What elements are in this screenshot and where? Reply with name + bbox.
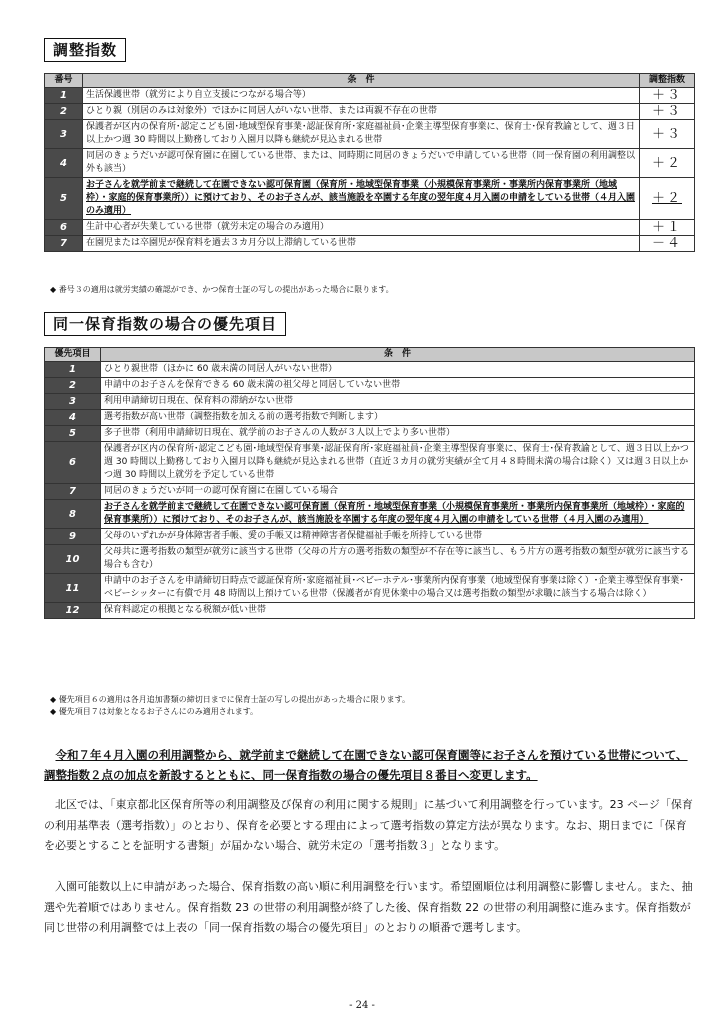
- adjust-section-title: 調整指数: [44, 38, 126, 62]
- row-condition: お子さんを就学前まで継続して在園できない認可保育園（保育所・地域型保育事業（小規模保育事業所・事業所内保育事業所（地域枠）・家庭的保育事業所））に預けており、そのお子さんが、該当施設を卒園する年度の翌年度４月入園の申請をしている世帯（４月入園のみ適用）: [101, 500, 695, 529]
- row-condition: お子さんを就学前まで継続して在園できない認可保育園（保育所・地域型保育事業（小規模保育事業所・事業所内保育事業所（地域枠）・家庭的保育事業所））に預けており、そのお子さんが、該当施設を卒園する年度の翌年度４月入園の申請をしている世帯（４月入園のみ適用）: [83, 178, 640, 220]
- table-row: [45, 378, 695, 394]
- row-number: 2: [45, 104, 83, 120]
- row-number: 11: [45, 574, 101, 603]
- row-points: ＋２: [640, 149, 695, 178]
- row-condition: 在園児または卒園児が保育料を過去３カ月分以上滞納している世帯: [83, 236, 640, 252]
- body-paragraph-2: 入園可能数以上に申請があった場合、保育指数の高い順に利用調整を行います。希望園順位は利用調整に影響しません。また、抽選や先着順ではありません。保育指数 23 の世帯の利用調整が終了した後、保育指数 22 の世帯の利用調整に進みます。保育指数が同じ世帯の利用調整では上表の「同一保育指数の場合の優先項目」のとおりの順番で選考します。: [44, 880, 693, 934]
- row-points: －４: [640, 236, 695, 252]
- table-row: [45, 394, 695, 410]
- row-condition: 利用申請締切日現在、保育料の滞納がない世帯: [101, 394, 695, 410]
- header-no: 番号: [45, 74, 83, 88]
- priority-table: [44, 347, 695, 619]
- table-row: [45, 442, 695, 484]
- row-condition: 同居のきょうだいが認可保育園に在園している世帯、または、同時期に同居のきょうだいで申請している世帯（同一保育園の利用調整以外も該当）: [83, 149, 640, 178]
- table-row: [45, 484, 695, 500]
- table-header-row: [45, 348, 695, 362]
- body-paragraph-1: 北区では、「東京都北区保育所等の利用調整及び保育の利用に関する規則」に基づいて利用調整を行っています。23 ページ「保育の利用基準表（選考指数）」のとおり、保育を必要とする理由によって選考指数の算定方法が異なります。なお、期日までに「保育を必要とすることを証明する書類」が届かない場合、就労未定の「選考指数３」となります。: [44, 798, 693, 852]
- row-condition: 保育料認定の根拠となる税額が低い世帯: [101, 603, 695, 619]
- row-number: 3: [45, 120, 83, 149]
- table-row: [45, 178, 695, 220]
- row-number: 5: [45, 426, 101, 442]
- row-condition: 多子世帯（利用申請締切日現在、就学前のお子さんの人数が３人以上でより多い世帯）: [101, 426, 695, 442]
- row-condition: 父母のいずれかが身体障害者手帳、愛の手帳又は精神障害者保健福祉手帳を所持している世帯: [101, 529, 695, 545]
- table-row: [45, 149, 695, 178]
- row-condition: ひとり親世帯（ほかに 60 歳未満の同居人がいない世帯）: [101, 362, 695, 378]
- row-points: ＋１: [640, 220, 695, 236]
- header-points: 調整指数: [640, 74, 695, 88]
- row-condition: 生計中心者が失業している世帯（就労未定の場合のみ適用）: [83, 220, 640, 236]
- table-row: [45, 410, 695, 426]
- row-number: 8: [45, 500, 101, 529]
- row-number: 9: [45, 529, 101, 545]
- row-points: ＋３: [640, 120, 695, 149]
- row-number: 7: [45, 236, 83, 252]
- row-number: 6: [45, 442, 101, 484]
- table-row: [45, 236, 695, 252]
- row-number: 1: [45, 362, 101, 378]
- row-number: 3: [45, 394, 101, 410]
- page-number: - 24 -: [349, 1000, 375, 1011]
- row-points: ＋３: [640, 88, 695, 104]
- row-number: 6: [45, 220, 83, 236]
- table-row: [45, 220, 695, 236]
- priority-section-title: 同一保育指数の場合の優先項目: [44, 312, 286, 336]
- adjust-note: ◆ 番号３の適用は就労実績の確認ができ、かつ保育士証の写しの提出があった場合に限ります。: [50, 285, 394, 294]
- priority-note-2: ◆ 優先項目７は対象となるお子さんにのみ適用されます。: [50, 707, 259, 716]
- table-row: [45, 529, 695, 545]
- row-condition: 生活保護世帯（就労により自立支援につながる場合等）: [83, 88, 640, 104]
- table-row: [45, 574, 695, 603]
- table-row: [45, 88, 695, 104]
- row-condition: 同居のきょうだいが同一の認可保育園に在園している場合: [101, 484, 695, 500]
- row-condition: 選考指数が高い世帯（調整指数を加える前の選考指数で判断します）: [101, 410, 695, 426]
- highlight-notice: 令和７年４月入園の利用調整から、就学前まで継続して在園できない認可保育園等にお子さんを預けている世帯について、調整指数２点の加点を新設するとともに、同一保育指数の場合の優先項目８番目へ変更します。: [44, 748, 688, 782]
- row-condition: 父母共に選考指数の類型が就労に該当する世帯（父母の片方の選考指数の類型が不存在等に該当し、もう片方の選考指数の類型が就労に該当する場合も含む）: [101, 545, 695, 574]
- row-number: 4: [45, 149, 83, 178]
- priority-note-1: ◆ 優先項目６の適用は各月追加書類の締切日までに保育士証の写しの提出があった場合に限ります。: [50, 695, 410, 704]
- row-number: 12: [45, 603, 101, 619]
- table-row: [45, 545, 695, 574]
- row-number: 2: [45, 378, 101, 394]
- row-points: ＋３: [640, 104, 695, 120]
- row-points: ＋２: [640, 178, 695, 220]
- table-row: [45, 362, 695, 378]
- header-priority: 優先項目: [45, 348, 101, 362]
- row-condition: 申請中のお子さんを申請締切日時点で認証保育所･家庭福祉員･ベビーホテル･事業所内保育事業（地域型保育事業は除く）･企業主導型保育事業･ベビーシッターに有償で月 48 時間以上預けている世帯（保護者が育児休業中の場合又は選考指数の類型が求職に該当する場合は除く）: [101, 574, 695, 603]
- row-condition: 保護者が区内の保育所･認定こども園･地域型保育事業･認証保育所･家庭福祉員･企業主導型保育事業に、保育士･保育教諭として、週３日以上かつ週 30 時間以上勤務しており入園月以降も継続が見込まれる世帯（直近３カ月の就労実績が全て月４８時間未満の場合は除く）又は週３日以上かつ週 30 時間以上就労を予定している世帯: [101, 442, 695, 484]
- table-header-row: [45, 74, 695, 88]
- row-condition: ひとり親（別居のみは対象外）でほかに同居人がいない世帯、または両親不存在の世帯: [83, 104, 640, 120]
- adjust-table: [44, 73, 695, 252]
- table-row: [45, 104, 695, 120]
- table-row: [45, 120, 695, 149]
- row-number: 7: [45, 484, 101, 500]
- table-row: [45, 426, 695, 442]
- header-condition: 条 件: [101, 348, 695, 362]
- table-row: [45, 500, 695, 529]
- row-condition: 申請中のお子さんを保育できる 60 歳未満の祖父母と同居していない世帯: [101, 378, 695, 394]
- row-number: 1: [45, 88, 83, 104]
- row-number: 5: [45, 178, 83, 220]
- row-number: 4: [45, 410, 101, 426]
- row-number: 10: [45, 545, 101, 574]
- row-condition: 保護者が区内の保育所･認定こども園･地域型保育事業･認証保育所･家庭福祉員･企業主導型保育事業に、保育士･保育教諭として、週３日以上かつ週 30 時間以上勤務しており入園月以降も継続が見込まれる世帯: [83, 120, 640, 149]
- table-row: [45, 603, 695, 619]
- header-condition: 条 件: [83, 74, 640, 88]
